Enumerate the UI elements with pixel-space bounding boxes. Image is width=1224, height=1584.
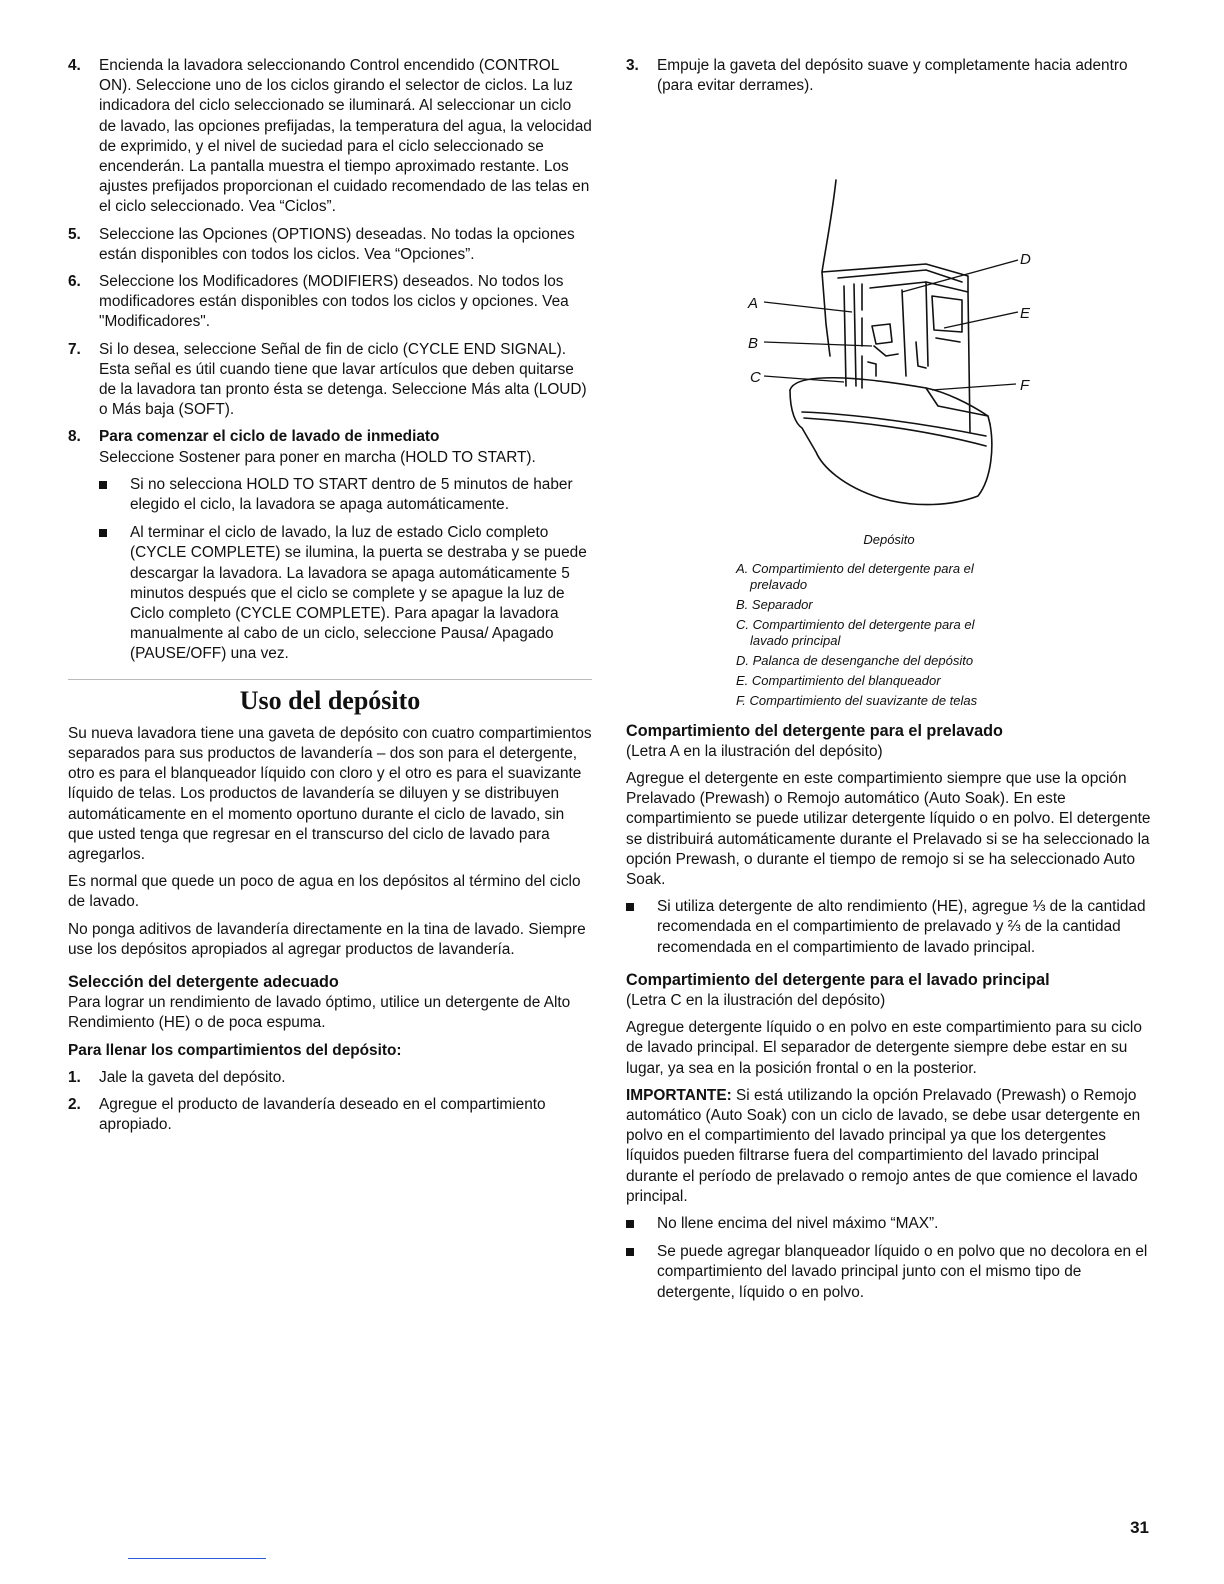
- step-text: Jale la gaveta del depósito.: [99, 1068, 286, 1086]
- legend-letter: F.: [736, 692, 746, 708]
- important-label: IMPORTANTE:: [626, 1086, 732, 1104]
- prewash-heading: Compartimiento del detergente para el prelavado: [626, 721, 1003, 740]
- dispenser-illustration: [626, 106, 1152, 526]
- step-7: [68, 340, 592, 421]
- legend-text-cont: prelavado: [750, 576, 808, 592]
- detergent-heading: Selección del detergente adecuado: [68, 972, 339, 991]
- step-3: [626, 56, 1152, 96]
- step-text: Encienda la lavadora seleccionando Control encendido (CONTROL ON). Seleccione uno de los ciclos girando el selector de ciclos. La luz indicadora del ciclo seleccionado se iluminará. Al seleccionar un ciclo de lavado, las opciones prefijadas, la temperatura del agua, la velocidad de exprimido, y el nivel de suciedad para el ciclo seleccionado se encenderán. La pantalla muestra el tiempo aproximado restante. Los ajustes prefijados proporcionan el cuidado recomendado de las telas en el ciclo seleccionado. Vea “Ciclos”.: [99, 57, 592, 216]
- step-5: [68, 225, 592, 265]
- fill-step-2: [68, 1095, 592, 1135]
- fill-heading: Para llenar los compartimientos del depósito:: [68, 1041, 402, 1059]
- legend-letter: B.: [736, 596, 749, 612]
- bullet-item: Al terminar el ciclo de lavado, la luz de estado Ciclo completo (CYCLE COMPLETE) se ilumina, la puerta se destraba y se puede descargar la lavadora. La lavadora se apaga automáticamente 5 minutos después que el ciclo se complete y se apague la luz de Ciclo completo (CYCLE COMPLETE). Para apagar la lavadora manualmente al cabo de un ciclo, seleccione Pausa/ Apagado (PAUSE/OFF) una vez.: [99, 523, 592, 664]
- page-number: 31: [1130, 1518, 1149, 1537]
- footer-line: [128, 1558, 266, 1559]
- step-text: Seleccione los Modificadores (MODIFIERS) deseados. No todos los modificadores están disponibles con todos los ciclos y opciones. Vea "Modificadores".: [99, 273, 569, 331]
- step-number: 1.: [68, 1068, 81, 1086]
- legend-text: Compartimiento del detergente para el: [752, 616, 975, 632]
- bullet-item: Si no selecciona HOLD TO START dentro de 5 minutos de haber elegido el ciclo, la lavadora se apaga automáticamente.: [99, 475, 592, 515]
- legend-item-a: [736, 561, 1152, 593]
- label-c: C: [750, 369, 761, 387]
- step-heading: Para comenzar el ciclo de lavado de inmediato: [99, 428, 440, 446]
- step-text: Seleccione Sostener para poner en marcha (HOLD TO START).: [99, 448, 536, 466]
- right-column: [626, 56, 1152, 1311]
- mainwash-heading: Compartimiento del detergente para el lavado principal: [626, 970, 1050, 989]
- mainwash-bullet: Se puede agregar blanqueador líquido o en polvo que no decolora en el compartimiento del lavado principal junto con el mismo tipo de detergente, líquido o en polvo.: [626, 1242, 1152, 1303]
- label-e: E: [1020, 305, 1031, 323]
- legend-text-cont: lavado principal: [750, 632, 841, 648]
- intro-paragraph: Su nueva lavadora tiene una gaveta de depósito con cuatro compartimientos separados para sus productos de lavandería – dos son para el detergente, otro es para el blanqueador líquido con cloro y el otro es para el suavizante líquido de telas. Los productos de lavandería se diluyen y se distribuyen automáticamente en el momento oportuno durante el ciclo de lavado, sin que usted tenga que regresar en el transcurso del ciclo de lavado para agregarlos.: [68, 724, 592, 863]
- legend-text: Compartimiento del blanqueador: [751, 672, 941, 688]
- step-number: 7.: [68, 340, 81, 358]
- step-number: 2.: [68, 1095, 81, 1113]
- legend-letter: C.: [736, 616, 749, 632]
- figure-legend: [736, 561, 1152, 709]
- intro-paragraph: No ponga aditivos de lavandería directamente en la tina de lavado. Siempre use los depósitos apropiados al agregar productos de lavandería.: [68, 920, 586, 958]
- label-b: B: [748, 335, 759, 353]
- legend-item-d: [736, 653, 1152, 669]
- important-text: Si está utilizando la opción Prelavado (Prewash) o Remojo automático (Auto Soak) con un ciclo de lavado, se debe usar detergente en polvo en el compartimiento del lavado principal ya que los detergentes líquidos pueden filtrarse fuera del compartimiento del lavado principal durante el período de prelavado o remojo antes de que comience el lavado principal.: [626, 1086, 1141, 1205]
- step-6: [68, 272, 592, 333]
- legend-item-e: [736, 673, 1152, 689]
- legend-item-c: [736, 617, 1152, 649]
- mainwash-text: Agregue detergente líquido o en polvo en este compartimiento para su ciclo de lavado principal. El separador de detergente siempre debe estar en su lugar, ya sea en la posición frontal o en la posterior.: [626, 1019, 1142, 1077]
- figure-caption: Depósito: [863, 532, 915, 548]
- legend-text: Compartimiento del suavizante de telas: [749, 692, 978, 708]
- mainwash-subtitle: (Letra C en la ilustración del depósito): [626, 992, 886, 1010]
- prewash-subtitle: (Letra A en la ilustración del depósito): [626, 742, 883, 760]
- legend-letter: A.: [736, 560, 749, 576]
- step-number: 4.: [68, 57, 81, 74]
- step-number: 6.: [68, 273, 81, 291]
- section-divider: [68, 679, 592, 680]
- step-number: 3.: [626, 57, 639, 74]
- legend-item-b: [736, 597, 1152, 613]
- step-number: 5.: [68, 225, 81, 243]
- detergent-text: Para lograr un rendimiento de lavado óptimo, utilice un detergente de Alto Rendimiento (HE) o de poca espuma.: [68, 994, 571, 1032]
- step-text: Empuje la gaveta del depósito suave y completamente hacia adentro (para evitar derrames).: [657, 57, 1128, 95]
- prewash-bullet: Si utiliza detergente de alto rendimiento (HE), agregue ⅓ de la cantidad recomendada en el compartimiento de prelavado y ⅔ de la cantidad recomendada en el compartimiento de lavado principal.: [626, 897, 1152, 958]
- step-8: [68, 427, 592, 467]
- dispenser-drawing: [626, 106, 1152, 526]
- label-a: A: [748, 295, 759, 313]
- important-note: [626, 1086, 1152, 1207]
- legend-text: Palanca de desenganche del depósito: [752, 652, 974, 668]
- legend-letter: D.: [736, 652, 749, 668]
- step-text: Seleccione las Opciones (OPTIONS) deseadas. No todas la opciones están disponibles con todos los ciclos. Vea “Opciones”.: [99, 225, 575, 263]
- fill-step-1: [68, 1068, 592, 1088]
- legend-text: Separador: [751, 596, 813, 612]
- step-text: Si lo desea, seleccione Señal de fin de ciclo (CYCLE END SIGNAL). Esta señal es útil cuando tiene que lavar artículos que deben quitarse de la lavadora tan pronto ésta se detenga. Seleccione Más alta (LOUD) o Más baja (SOFT).: [99, 340, 587, 419]
- prewash-text: Agregue el detergente en este compartimiento siempre que use la opción Prelavado (Prewash) o Remojo automático (Auto Soak). En este compartimiento se puede utilizar detergente líquido o en polvo. El detergente se distribuirá automáticamente durante el Prelavado si se ha seleccionado la opción Prewash, o durante el tiempo de remojo si se ha seleccionado Auto Soak.: [626, 770, 1151, 889]
- legend-item-f: [736, 693, 1152, 709]
- intro-paragraph: Es normal que quede un poco de agua en los depósitos al término del ciclo de lavado.: [68, 873, 581, 911]
- step-number: 8.: [68, 428, 81, 446]
- legend-text: Compartimiento del detergente para el: [751, 560, 974, 576]
- step-8-bullets: [99, 475, 592, 665]
- mainwash-bullet: No llene encima del nivel máximo “MAX”.: [626, 1214, 1152, 1234]
- label-d: D: [1020, 251, 1031, 269]
- left-column: [68, 56, 592, 1142]
- label-f: F: [1020, 377, 1030, 395]
- legend-letter: E.: [736, 672, 749, 688]
- step-text: Agregue el producto de lavandería deseado en el compartimiento apropiado.: [99, 1095, 546, 1134]
- step-4: [68, 56, 592, 218]
- section-title: Uso del depósito: [239, 685, 421, 715]
